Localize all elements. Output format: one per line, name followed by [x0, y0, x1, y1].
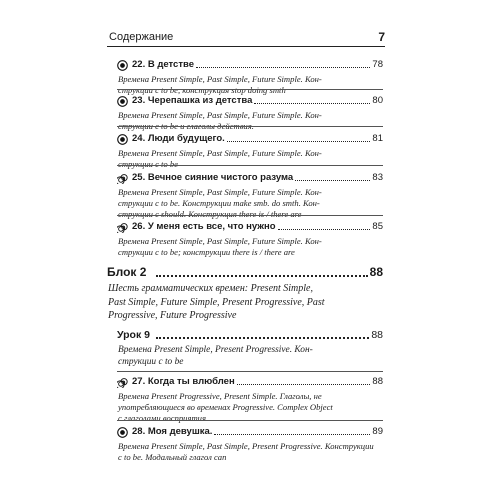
entry-page: 78: [372, 59, 383, 70]
desc-line: струкции с to be; конструкции there is / there are: [118, 247, 295, 257]
desc-line: Времена Present Simple, Past Simple, Present Progressive. Конструкции: [118, 441, 374, 451]
entry-description: [117, 148, 383, 170]
entry-page: 89: [372, 426, 383, 437]
leader-dots: [295, 180, 370, 181]
header-title: Содержание: [109, 31, 174, 43]
entry-title: 24. Люди будущего.: [132, 133, 225, 144]
desc-line: струкции с to be и глаголы действия.: [118, 121, 254, 131]
entry-title: 25. Вечное сияние чистого разума: [132, 172, 294, 183]
entry-title: 27. Когда ты влюблен: [132, 376, 235, 387]
toc-lesson-heading[interactable]: [117, 327, 383, 368]
toc-entry[interactable]: [117, 219, 383, 258]
toc-entry[interactable]: [117, 424, 383, 463]
toc-entry[interactable]: [117, 170, 383, 220]
desc-line: струкции с to be, конструкция stop doing smth: [118, 85, 286, 95]
header-page-number: 7: [378, 30, 385, 44]
running-header: [107, 30, 385, 47]
desc-line: струкции с should. Конструкция there is / there are: [118, 209, 302, 219]
leader-dots: [196, 67, 370, 68]
entry-title: 26. У меня есть все, что нужно: [132, 221, 276, 232]
record-icon: [117, 60, 128, 71]
entry-page: 88: [372, 376, 383, 387]
desc-line: Времена Present Simple, Past Simple, Future Simple. Кон-: [118, 148, 322, 158]
leader-dots: [214, 434, 370, 435]
desc-line: с глаголами восприятия: [118, 413, 206, 423]
leader-dots: [156, 275, 367, 277]
desc-line: Past Simple, Future Simple, Present Progressive, Past: [108, 296, 325, 308]
toc-entry[interactable]: [117, 374, 383, 424]
block-description: [107, 282, 383, 323]
desc-line: струкции с to be: [118, 357, 184, 367]
desc-line: употребляющиеся во временах Progressive. Complex Object: [118, 402, 333, 412]
entry-separator: [117, 371, 383, 372]
entry-description: [117, 236, 383, 258]
entry-page: 85: [372, 221, 383, 232]
toc-entry[interactable]: [117, 57, 383, 96]
desc-line: Progressive, Future Progressive: [108, 310, 237, 321]
leader-dots: [254, 103, 370, 104]
lesson-page: 88: [371, 329, 383, 341]
desc-line: Времена Present Simple, Past Simple, Future Simple. Кон-: [118, 110, 322, 120]
record-icon: [117, 134, 128, 145]
record-icon: [117, 427, 128, 438]
leader-dots: [156, 337, 369, 339]
block-page: 88: [369, 265, 383, 279]
spiral-icon: [117, 377, 128, 388]
entry-description: [117, 110, 383, 132]
entry-separator: [117, 126, 383, 127]
entry-separator: [117, 89, 383, 90]
leader-dots: [237, 384, 371, 385]
entry-description: [117, 441, 383, 463]
desc-line: Времена Present Simple, Present Progressive. Кон-: [118, 345, 313, 355]
entry-separator: [117, 165, 383, 166]
desc-line: Шесть грамматических времен: Present Simple,: [108, 283, 313, 294]
desc-line: Времена Present Simple, Past Simple, Future Simple. Кон-: [118, 74, 322, 84]
entry-separator: [117, 215, 383, 216]
entry-page: 81: [372, 133, 383, 144]
block-title: Блок 2: [107, 265, 147, 279]
desc-line: струкции с to be: [118, 159, 178, 169]
entry-separator: [117, 420, 383, 421]
spiral-icon: [117, 173, 128, 184]
desc-line: Времена Present Progressive, Present Simple. Глаголы, не: [118, 391, 322, 401]
leader-dots: [278, 229, 371, 230]
desc-line: Времена Present Simple, Past Simple, Future Simple. Кон-: [118, 236, 322, 246]
lesson-title: Урок 9: [117, 329, 150, 341]
desc-line: Времена Present Simple, Past Simple, Future Simple. Кон-: [118, 187, 322, 197]
entry-page: 83: [372, 172, 383, 183]
entry-title: 28. Моя девушка.: [132, 426, 213, 437]
toc-block-heading[interactable]: [107, 263, 383, 323]
entry-page: 80: [372, 95, 383, 106]
record-icon: [117, 96, 128, 107]
lesson-description: [117, 344, 383, 368]
entry-title: 22. В детстве: [132, 59, 194, 70]
leader-dots: [227, 141, 371, 142]
desc-line: с to be. Модальный глагол can: [118, 452, 227, 462]
desc-line: струкции с to be. Конструкции make smb. do smth. Кон-: [118, 198, 320, 208]
spiral-icon: [117, 222, 128, 233]
entry-title: 23. Черепашка из детства: [132, 95, 253, 106]
